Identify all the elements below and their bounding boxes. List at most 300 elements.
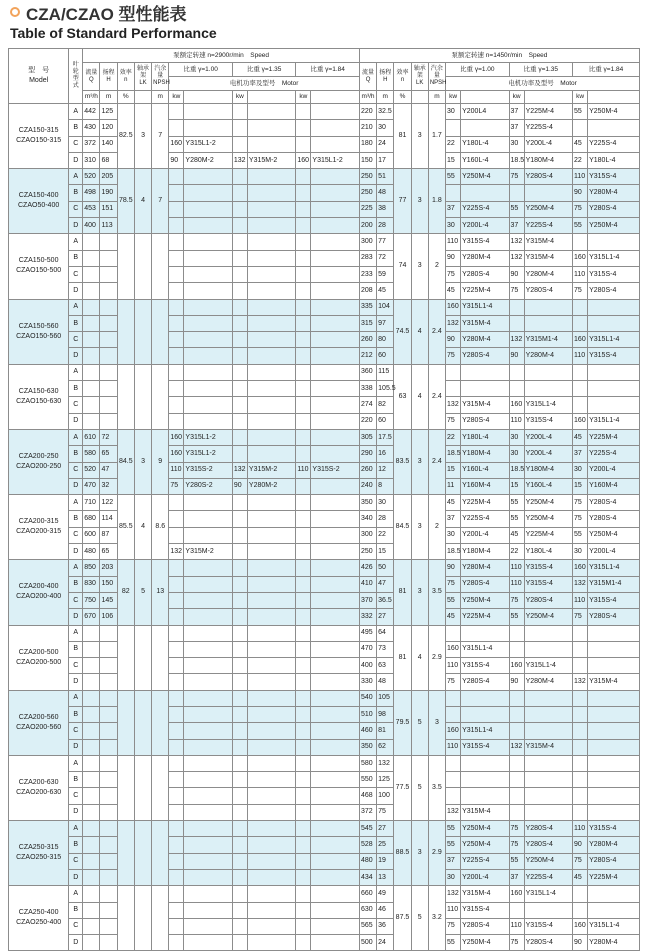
motor-model-2900 <box>247 120 295 136</box>
motor-kw-1450: 55 <box>573 218 588 234</box>
impeller-type: A <box>69 690 83 706</box>
motor-model-2900 <box>247 837 295 853</box>
unit-kw: kw <box>169 91 184 104</box>
flow-1450: 410 <box>359 576 376 592</box>
motor-kw-2900 <box>296 332 311 348</box>
flow-1450: 274 <box>359 397 376 413</box>
model-name: CZAO150-315 <box>16 137 62 145</box>
table-row <box>9 152 640 168</box>
motor-model-1450: Y280S-4 <box>524 592 572 608</box>
motor-kw-2900 <box>169 902 184 918</box>
model-name: CZA150-315 <box>18 127 59 135</box>
motor-model-2900 <box>247 218 295 234</box>
motor-kw-2900 <box>232 592 247 608</box>
motor-model-2900 <box>247 592 295 608</box>
impeller-type: B <box>69 250 83 266</box>
motor-kw-2900 <box>169 869 184 885</box>
flow-1450: 250 <box>359 544 376 560</box>
header-flow: 流量 Q <box>359 63 376 91</box>
head-1450: 28 <box>377 511 394 527</box>
flow-2900: 600 <box>83 527 100 543</box>
motor-kw-1450: 132 <box>509 739 524 755</box>
motor-model-1450 <box>524 364 572 380</box>
flow-1450: 290 <box>359 446 376 462</box>
motor-model-1450: Y280S-4 <box>588 201 640 217</box>
motor-model-1450: Y280S-4 <box>524 821 572 837</box>
model-cell <box>9 821 69 886</box>
table-row <box>9 185 640 201</box>
model-name: CZA150-560 <box>18 322 59 330</box>
motor-kw-1450: 160 <box>446 299 461 315</box>
motor-model-1450: Y315M-4 <box>524 739 572 755</box>
motor-kw-2900 <box>296 381 311 397</box>
motor-kw-2900 <box>232 755 247 771</box>
npsh-1450: 2.9 <box>428 625 445 690</box>
flow-2900: 453 <box>83 201 100 217</box>
motor-model-1450: Y200L-4 <box>588 544 640 560</box>
head-1450: 36.5 <box>377 592 394 608</box>
bearing-2900 <box>134 886 151 951</box>
table-row <box>9 136 640 152</box>
motor-kw-2900 <box>169 609 184 625</box>
motor-model-2900 <box>311 821 360 837</box>
motor-model-2900 <box>247 250 295 266</box>
unit-kw: kw <box>446 91 461 104</box>
motor-kw-2900 <box>232 446 247 462</box>
header-shaft: 轴承架 LK <box>411 63 428 91</box>
flow-2900: 580 <box>83 446 100 462</box>
motor-model-1450 <box>588 772 640 788</box>
motor-kw-1450: 37 <box>509 104 524 120</box>
head-2900 <box>100 283 117 299</box>
motor-kw-2900 <box>169 739 184 755</box>
head-2900: 125 <box>100 104 117 120</box>
head-1450: 47 <box>377 576 394 592</box>
head-2900 <box>100 364 117 380</box>
motor-model-2900 <box>184 364 232 380</box>
npsh-2900 <box>152 364 169 429</box>
motor-kw-2900 <box>296 315 311 331</box>
flow-1450: 660 <box>359 886 376 902</box>
motor-model-1450: Y250M-4 <box>588 218 640 234</box>
flow-1450: 210 <box>359 120 376 136</box>
table-row <box>9 772 640 788</box>
motor-model-1450: Y315M-4 <box>461 804 509 820</box>
motor-model-2900 <box>311 348 360 364</box>
impeller-type: B <box>69 837 83 853</box>
motor-model-1450: Y280S-4 <box>461 266 509 282</box>
motor-kw-2900 <box>232 853 247 869</box>
motor-kw-2900 <box>296 495 311 511</box>
motor-model-2900 <box>184 739 232 755</box>
impeller-type: D <box>69 348 83 364</box>
flow-1450: 528 <box>359 837 376 853</box>
motor-kw-2900 <box>232 250 247 266</box>
motor-kw-2900 <box>296 625 311 641</box>
head-1450: 22 <box>377 527 394 543</box>
motor-kw-2900 <box>296 739 311 755</box>
head-2900 <box>100 315 117 331</box>
motor-model-1450: Y315S-4 <box>461 658 509 674</box>
eff-1450: 79.5 <box>394 690 411 755</box>
table-row <box>9 104 640 120</box>
motor-model-1450 <box>588 755 640 771</box>
model-name: CZA200-560 <box>18 713 59 721</box>
motor-model-2900 <box>311 250 360 266</box>
head-1450: 60 <box>377 413 394 429</box>
motor-kw-1450 <box>573 397 588 413</box>
motor-kw-1450 <box>446 690 461 706</box>
motor-model-1450: Y280M-4 <box>461 250 509 266</box>
motor-kw-2900 <box>232 266 247 282</box>
motor-model-1450: Y315L1-4 <box>588 332 640 348</box>
head-1450: 17.5 <box>377 429 394 445</box>
motor-model-2900 <box>247 690 295 706</box>
motor-kw-1450: 160 <box>573 332 588 348</box>
impeller-type: C <box>69 592 83 608</box>
table-row <box>9 625 640 641</box>
bearing-2900 <box>134 234 151 299</box>
motor-kw-2900 <box>296 706 311 722</box>
motor-kw-1450: 75 <box>446 576 461 592</box>
model-cell <box>9 495 69 560</box>
motor-kw-1450: 55 <box>446 169 461 185</box>
flow-2900 <box>83 397 100 413</box>
motor-kw-1450: 110 <box>509 576 524 592</box>
flow-2900: 430 <box>83 120 100 136</box>
motor-model-1450: Y315L1-4 <box>461 299 509 315</box>
motor-model-2900 <box>311 429 360 445</box>
motor-kw-2900 <box>169 413 184 429</box>
flow-1450: 335 <box>359 299 376 315</box>
motor-kw-1450: 132 <box>446 397 461 413</box>
motor-model-2900 <box>184 104 232 120</box>
table-row <box>9 495 640 511</box>
motor-kw-1450: 132 <box>509 332 524 348</box>
motor-model-1450: Y225M-4 <box>461 495 509 511</box>
motor-model-2900 <box>247 739 295 755</box>
motor-model-1450 <box>588 120 640 136</box>
flow-1450: 510 <box>359 706 376 722</box>
motor-model-1450: Y315L1-4 <box>461 641 509 657</box>
unit-kw: kw <box>509 91 524 104</box>
motor-model-2900 <box>311 902 360 918</box>
motor-model-1450 <box>524 772 572 788</box>
flow-2900 <box>83 381 100 397</box>
motor-model-2900 <box>311 804 360 820</box>
flow-2900: 470 <box>83 478 100 494</box>
motor-model-2900 <box>311 332 360 348</box>
eff-1450: 77.5 <box>394 755 411 820</box>
npsh-2900 <box>152 234 169 299</box>
head-2900 <box>100 837 117 853</box>
head-1450: 36 <box>377 918 394 934</box>
motor-model-2900 <box>311 853 360 869</box>
motor-kw-2900 <box>296 169 311 185</box>
motor-kw-2900 <box>296 641 311 657</box>
table-row <box>9 609 640 625</box>
impeller-type: D <box>69 218 83 234</box>
flow-2900 <box>83 804 100 820</box>
table-row <box>9 560 640 576</box>
motor-model-2900 <box>247 869 295 885</box>
motor-kw-1450: 132 <box>509 250 524 266</box>
model-name: CZA150-500 <box>18 257 59 265</box>
motor-model-1450 <box>524 804 572 820</box>
motor-model-1450 <box>588 364 640 380</box>
motor-model-2900: Y280S-2 <box>184 478 232 494</box>
motor-kw-2900 <box>169 674 184 690</box>
motor-model-1450: Y315S-4 <box>588 592 640 608</box>
table-row <box>9 723 640 739</box>
impeller-type: A <box>69 495 83 511</box>
motor-model-2900 <box>247 674 295 690</box>
flow-1450: 338 <box>359 381 376 397</box>
model-name: CZA250-400 <box>18 909 59 917</box>
model-cell <box>9 364 69 429</box>
motor-kw-2900 <box>232 723 247 739</box>
motor-model-1450: Y315M-4 <box>524 234 572 250</box>
motor-kw-2900 <box>232 511 247 527</box>
impeller-type: D <box>69 804 83 820</box>
motor-model-2900 <box>247 185 295 201</box>
motor-kw-2900 <box>296 804 311 820</box>
impeller-type: A <box>69 364 83 380</box>
head-1450: 73 <box>377 641 394 657</box>
flow-1450: 200 <box>359 218 376 234</box>
flow-1450: 300 <box>359 234 376 250</box>
motor-model-2900 <box>247 641 295 657</box>
npsh-2900: 8.6 <box>152 495 169 560</box>
head-1450: 59 <box>377 266 394 282</box>
flow-1450: 495 <box>359 625 376 641</box>
impeller-type: B <box>69 185 83 201</box>
model-name: CZA200-400 <box>18 583 59 591</box>
motor-model-2900 <box>184 169 232 185</box>
motor-kw-2900 <box>169 755 184 771</box>
model-cell <box>9 104 69 169</box>
motor-model-2900 <box>184 592 232 608</box>
motor-model-2900 <box>311 641 360 657</box>
motor-model-2900 <box>311 104 360 120</box>
header-ratio-1: 比重 γ=1.00 <box>169 63 233 77</box>
table-row <box>9 169 640 185</box>
impeller-type: C <box>69 266 83 282</box>
flow-2900 <box>83 788 100 804</box>
motor-model-1450: Y315S-4 <box>524 413 572 429</box>
motor-kw-1450: 30 <box>446 527 461 543</box>
motor-kw-2900 <box>232 397 247 413</box>
head-2900: 32 <box>100 478 117 494</box>
motor-model-1450: Y315S-4 <box>588 821 640 837</box>
unit-blank <box>461 91 509 104</box>
impeller-type: D <box>69 152 83 168</box>
motor-model-1450: Y225S-4 <box>588 446 640 462</box>
motor-model-2900 <box>311 218 360 234</box>
motor-kw-2900: 110 <box>296 462 311 478</box>
motor-model-1450: Y315L1-4 <box>588 250 640 266</box>
motor-model-2900: Y315L1-2 <box>311 152 360 168</box>
motor-kw-1450 <box>573 902 588 918</box>
motor-kw-1450: 30 <box>446 869 461 885</box>
flow-2900 <box>83 935 100 951</box>
motor-model-2900 <box>247 511 295 527</box>
head-2900 <box>100 821 117 837</box>
motor-kw-1450: 132 <box>446 804 461 820</box>
motor-kw-1450: 160 <box>446 641 461 657</box>
eff-1450: 83.5 <box>394 429 411 494</box>
motor-kw-1450: 75 <box>509 283 524 299</box>
motor-model-2900 <box>184 609 232 625</box>
motor-model-1450: Y225M-4 <box>588 429 640 445</box>
table-row <box>9 283 640 299</box>
motor-model-1450: Y225S-4 <box>461 201 509 217</box>
motor-model-2900 <box>311 185 360 201</box>
motor-model-2900 <box>311 315 360 331</box>
motor-model-1450: Y315M-4 <box>461 397 509 413</box>
motor-kw-2900 <box>169 788 184 804</box>
impeller-type: B <box>69 576 83 592</box>
unit-blank <box>184 91 232 104</box>
flow-1450: 350 <box>359 495 376 511</box>
motor-kw-2900: 110 <box>169 462 184 478</box>
motor-kw-1450: 90 <box>573 935 588 951</box>
eff-1450: 63 <box>394 364 411 429</box>
motor-model-2900 <box>184 120 232 136</box>
model-name: CZAO150-630 <box>16 397 62 405</box>
table-row <box>9 201 640 217</box>
motor-kw-2900 <box>296 478 311 494</box>
impeller-type: D <box>69 544 83 560</box>
motor-kw-2900 <box>232 429 247 445</box>
motor-kw-2900: 132 <box>232 152 247 168</box>
motor-kw-1450 <box>509 625 524 641</box>
impeller-type: B <box>69 902 83 918</box>
motor-kw-1450: 22 <box>573 152 588 168</box>
motor-model-2900 <box>311 788 360 804</box>
motor-kw-2900 <box>232 332 247 348</box>
motor-kw-1450: 18.5 <box>446 544 461 560</box>
motor-kw-1450: 75 <box>509 935 524 951</box>
impeller-type: D <box>69 413 83 429</box>
bearing-1450: 3 <box>411 560 428 625</box>
motor-kw-1450 <box>446 755 461 771</box>
flow-2900: 750 <box>83 592 100 608</box>
motor-model-2900 <box>311 201 360 217</box>
motor-kw-2900 <box>169 381 184 397</box>
model-name: CZA150-400 <box>18 192 59 200</box>
motor-model-2900 <box>311 772 360 788</box>
motor-model-1450: Y250M-4 <box>461 592 509 608</box>
head-2900 <box>100 869 117 885</box>
impeller-type: B <box>69 315 83 331</box>
flow-1450: 150 <box>359 152 376 168</box>
impeller-type: C <box>69 462 83 478</box>
motor-kw-1450: 55 <box>509 201 524 217</box>
motor-model-1450: Y180M-4 <box>461 446 509 462</box>
motor-model-1450 <box>588 902 640 918</box>
table-row <box>9 690 640 706</box>
flow-1450: 250 <box>359 185 376 201</box>
motor-kw-1450: 15 <box>573 478 588 494</box>
header-model: 型 号 Model <box>9 49 69 104</box>
head-1450: 15 <box>377 544 394 560</box>
motor-model-2900 <box>247 364 295 380</box>
head-1450: 17 <box>377 152 394 168</box>
motor-model-2900: Y315L1-2 <box>184 136 232 152</box>
motor-kw-1450: 160 <box>446 723 461 739</box>
motor-kw-2900 <box>169 592 184 608</box>
bearing-1450: 4 <box>411 299 428 364</box>
motor-kw-1450: 160 <box>509 397 524 413</box>
eff-2900 <box>117 755 134 820</box>
eff-2900: 85.5 <box>117 495 134 560</box>
table-row <box>9 462 640 478</box>
impeller-type: A <box>69 560 83 576</box>
eff-1450: 77 <box>394 169 411 234</box>
eff-2900 <box>117 886 134 951</box>
motor-model-2900: Y315S-2 <box>184 462 232 478</box>
unit-blank <box>524 91 572 104</box>
motor-model-2900 <box>311 886 360 902</box>
motor-model-2900 <box>311 136 360 152</box>
motor-model-1450 <box>588 886 640 902</box>
head-1450: 132 <box>377 755 394 771</box>
head-2900 <box>100 658 117 674</box>
motor-kw-1450: 45 <box>573 869 588 885</box>
motor-kw-2900 <box>232 136 247 152</box>
motor-model-2900 <box>311 674 360 690</box>
model-cell <box>9 625 69 690</box>
flow-1450: 212 <box>359 348 376 364</box>
flow-1450: 370 <box>359 592 376 608</box>
motor-kw-1450: 110 <box>573 266 588 282</box>
motor-model-1450: Y280M-4 <box>461 560 509 576</box>
table-row <box>9 592 640 608</box>
model-name: CZA200-315 <box>18 518 59 526</box>
motor-model-2900 <box>184 299 232 315</box>
motor-kw-2900 <box>296 690 311 706</box>
head-1450: 80 <box>377 332 394 348</box>
motor-kw-2900 <box>296 299 311 315</box>
unit-npsh: m <box>428 91 445 104</box>
head-2900 <box>100 935 117 951</box>
motor-kw-2900 <box>169 772 184 788</box>
head-2900 <box>100 348 117 364</box>
impeller-type: A <box>69 234 83 250</box>
head-2900 <box>100 641 117 657</box>
model-name: CZAO200-250 <box>16 463 62 471</box>
header-npsh: 汽余量 NPSH <box>152 63 169 91</box>
flow-1450: 426 <box>359 560 376 576</box>
motor-kw-1450: 90 <box>446 332 461 348</box>
head-2900 <box>100 723 117 739</box>
motor-kw-1450: 45 <box>446 609 461 625</box>
npsh-1450: 1.7 <box>428 104 445 169</box>
head-2900: 151 <box>100 201 117 217</box>
motor-kw-1450: 30 <box>446 218 461 234</box>
motor-kw-1450 <box>573 641 588 657</box>
motor-kw-2900 <box>296 723 311 739</box>
motor-model-2900 <box>184 723 232 739</box>
table-row <box>9 429 640 445</box>
flow-2900 <box>83 625 100 641</box>
motor-model-1450: Y200L-4 <box>524 136 572 152</box>
header-head: 扬程 H <box>377 63 394 91</box>
motor-model-1450: Y160M-4 <box>461 478 509 494</box>
head-2900: 120 <box>100 120 117 136</box>
motor-model-1450: Y200L-4 <box>588 462 640 478</box>
